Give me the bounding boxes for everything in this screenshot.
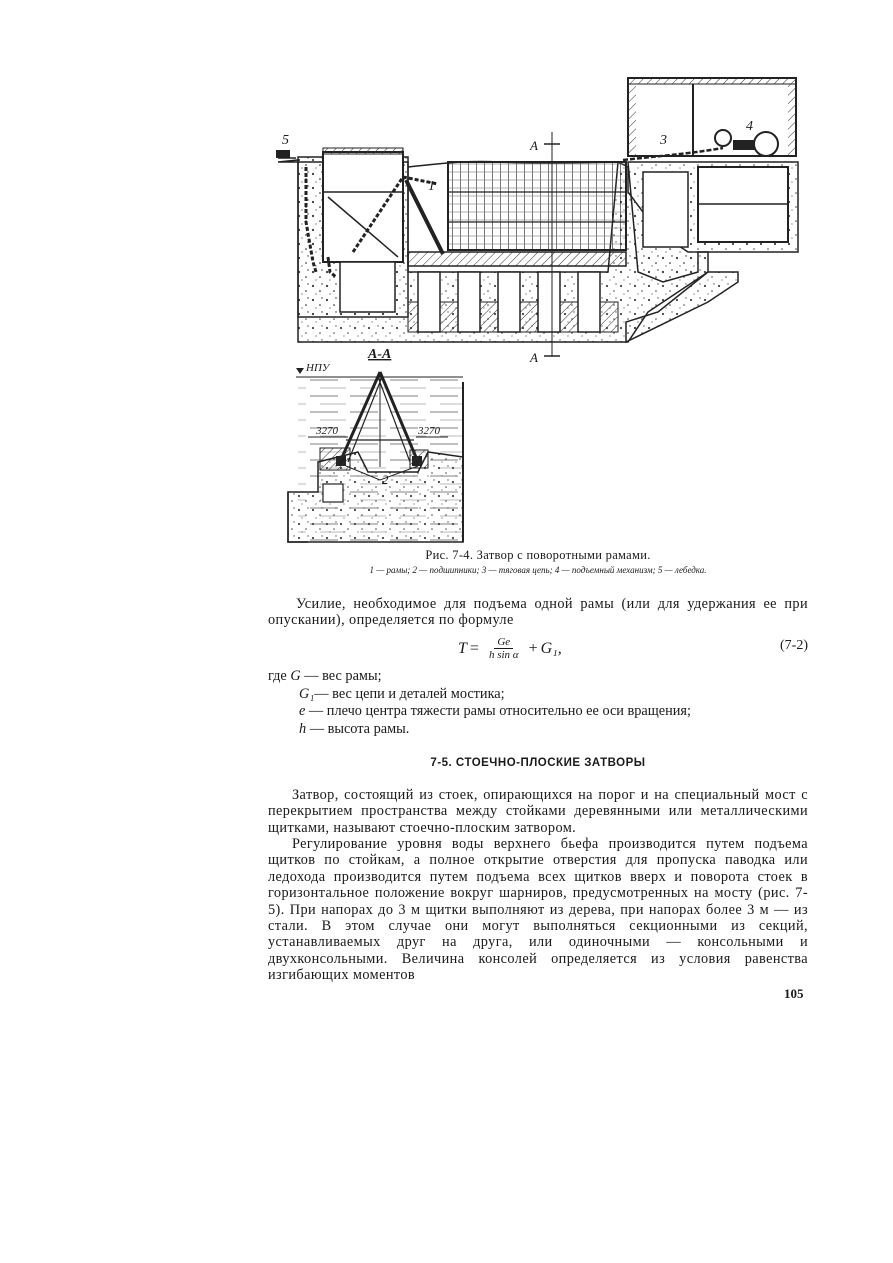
label-5: 5: [282, 133, 289, 148]
figure-caption: Рис. 7-4. Затвор с поворотными рамами.: [425, 548, 651, 562]
paragraph-1: Затвор, состоящий из стоек, опирающихся на порог и на специальный мост с перекрытием пространства между стойками деревянными или металлическими щитками, называют стоечно-плоским затвором.: [268, 787, 808, 836]
label-3: 3: [660, 133, 667, 148]
formula-numerator: Ge: [494, 636, 513, 649]
section-mark-top: A: [530, 138, 538, 153]
definition-symbol: h: [299, 720, 307, 737]
figure-7-4: [268, 72, 808, 547]
dim-right: 3270: [418, 425, 440, 437]
definition-text: — плечо центра тяжести рамы относительно ее оси вращения;: [305, 703, 691, 719]
section-mark-bottom: A: [530, 350, 538, 365]
figure-legend: 1 — рамы; 2 — подшипники; 3 — тяговая цепь; 4 — подъемный механизм; 5 — лебедка.: [369, 565, 707, 575]
formula-7-2: [268, 634, 808, 668]
formula-denominator: h sin α: [488, 649, 519, 661]
paragraph-2: Регулирование уровня воды верхнего бьефа производится путем подъема щитков по стойкам, а полное открытие отверстия для пропуска паводка или ледохода производится путем подъема всех щитков вверх и поворота стоек в горизонтальное положение вокруг шарниров, предусмотренных на мосту (рис. 7-5). При напорах до 3 м щитки выполняют из дерева, при напорах более 3 м — из стали. В этом случае они могут выполняться секционными из секций, устанавливаемых друг на друга, или одиночными — консольными и двухконсольными. Величина консолей определяется из условия равенства изгибающих моментов: [268, 836, 808, 984]
definition-row: [268, 668, 808, 686]
definition-symbol: G: [290, 668, 301, 684]
formula-plus: +: [528, 640, 538, 657]
formula-equals: =: [469, 640, 479, 657]
page-number: 105: [784, 986, 804, 1001]
definition-text: — вес цепи и деталей мостика;: [314, 685, 505, 702]
equation-number: (7-2): [780, 638, 808, 653]
formula-lhs: T: [458, 640, 467, 657]
definition-text: — вес рамы;: [300, 668, 382, 684]
section-title: A-A: [368, 347, 392, 362]
definition-symbol: e: [299, 703, 306, 719]
label-4: 4: [746, 119, 753, 134]
definition-text: — высота рамы.: [306, 720, 410, 737]
definition-row: [268, 686, 808, 704]
npu-label: НПУ: [306, 362, 330, 374]
cross-section-a-a: [288, 368, 463, 542]
formula-expression: [458, 636, 562, 662]
label-2: 2: [382, 472, 389, 487]
definition-symbol: G₁: [299, 685, 315, 702]
label-1: 1: [428, 179, 435, 194]
formula-tail: G₁,: [540, 640, 562, 657]
definition-row: [268, 721, 808, 739]
dim-left: 3270: [316, 425, 338, 437]
formula-fraction: [486, 636, 522, 662]
intro-paragraph: Усилие, необходимое для подъема одной рамы (или для удержания ее при опускании), определяется по формуле: [268, 596, 808, 629]
definition-row: [268, 703, 808, 721]
definitions-list: [268, 668, 808, 738]
definition-prefix: где: [268, 668, 287, 684]
gate-drawing: [268, 72, 808, 547]
section-heading: 7-5. СТОЕЧНО-ПЛОСКИЕ ЗАТВОРЫ: [430, 757, 646, 769]
longitudinal-section: [276, 78, 798, 357]
